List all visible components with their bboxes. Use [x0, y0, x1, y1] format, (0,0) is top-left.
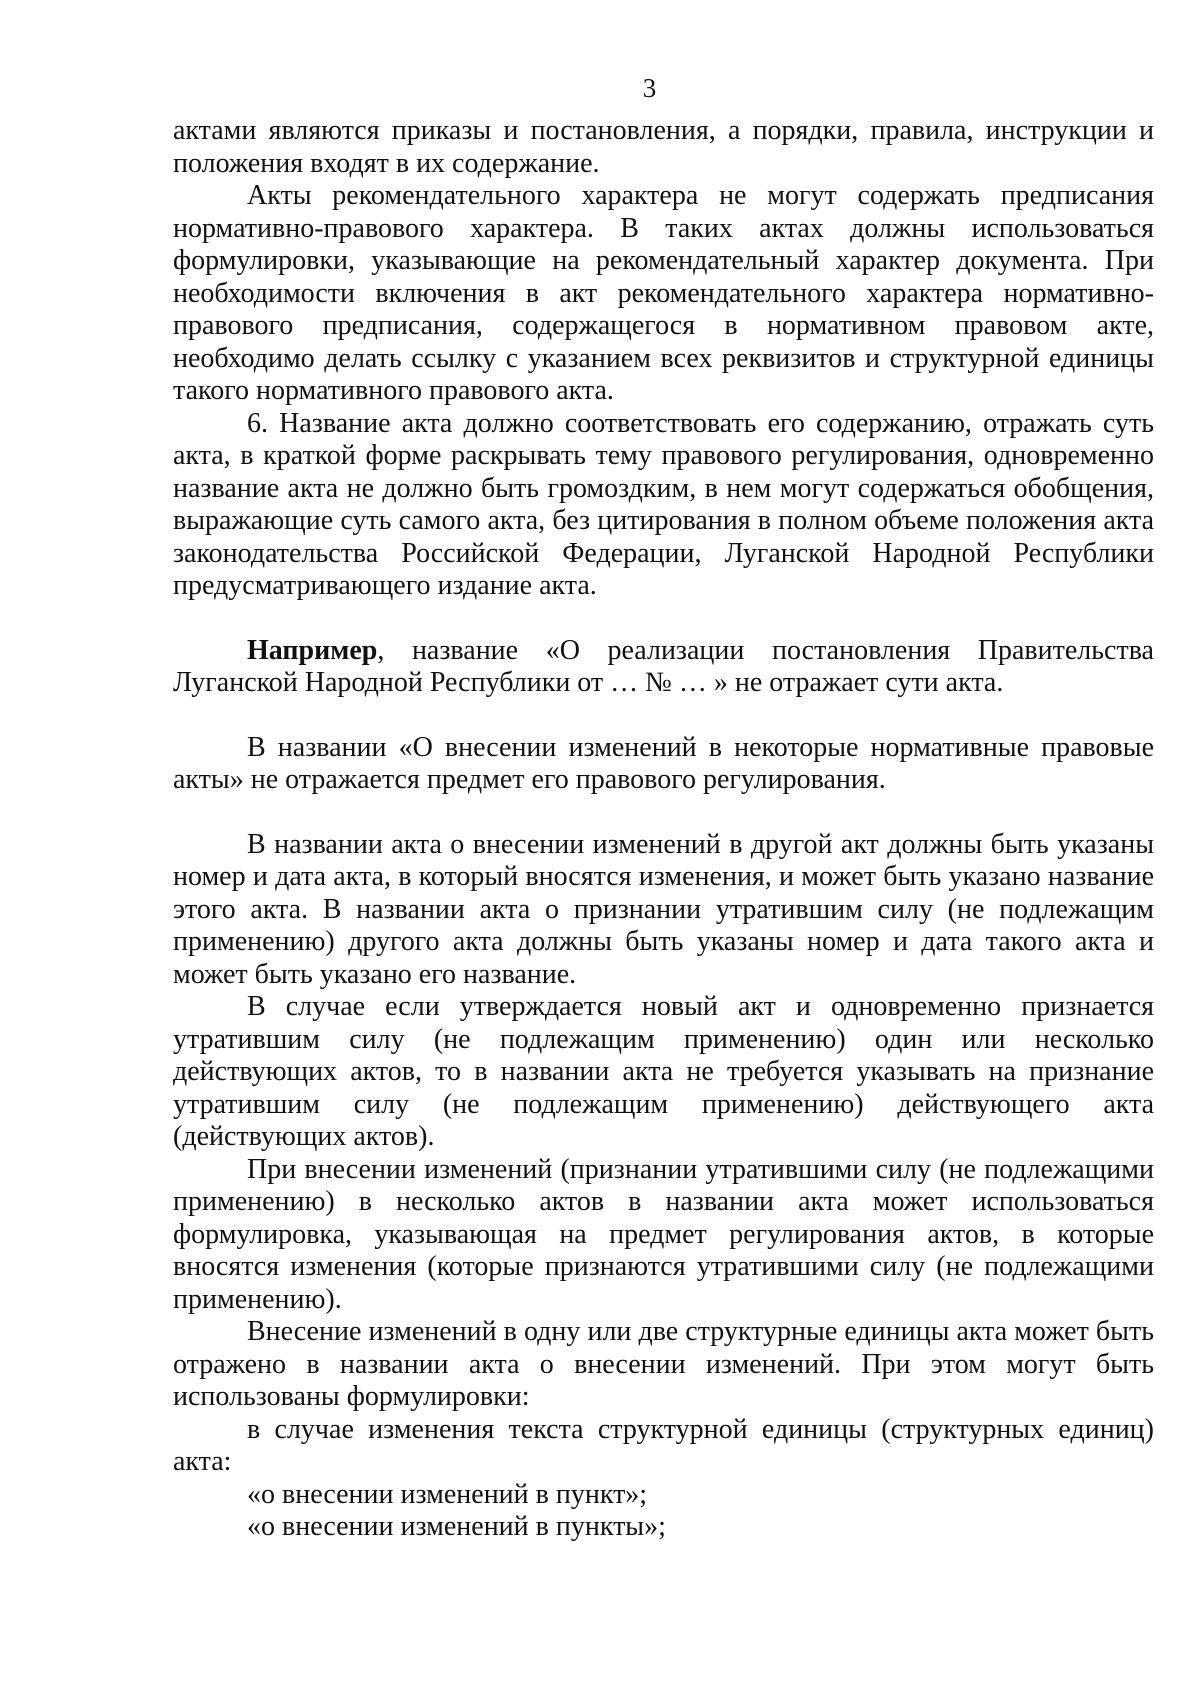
paragraph-example: [173, 635, 1154, 700]
paragraph-title-example-2: В названии «О внесении изменений в некоторые нормативные правовые акты» не отражается предмет его правового регулирования.: [173, 731, 1154, 795]
example-text: , название «О реализации постановления Правительства Луганской Народной Республики от … № … » не отражает сути акта.: [173, 634, 1154, 698]
paragraph-structural-units: Внесение изменений в одну или две структурные единицы акта может быть отражено в названии акта о внесении изменений. При этом могут быть использованы формулировки:: [173, 1316, 1154, 1412]
list-item-formulation-2: «о внесении изменений в пункты»;: [247, 1511, 666, 1542]
paragraph-recommendatory-acts: Акты рекомендательного характера не могут содержать предписания нормативно-правового характера. В таких актах должны использоваться формулировки, указывающие на рекомендательный характер документа. При необходимости включения в акт рекомендательного характера нормативно-правового предписания, содержащегося в нормативном правовом акте, необходимо делать ссылку с указанием всех реквизитов и структурной единицы такого нормативного правового акта.: [173, 180, 1154, 406]
paragraph-act-title-rule: 6. Название акта должно соответствовать его содержанию, отражать суть акта, в краткой форме раскрывать тему правового регулирования, одновременно название акта не должно быть громоздким, в нем могут содержаться обобщения, выражающие суть самого акта, без цитирования в полном объеме положения акта законодательства Российской Федерации, Луганской Народной Республики предусматривающего издание акта.: [173, 407, 1154, 601]
paragraph-new-act-case: В случае если утверждается новый акт и одновременно признается утратившим силу (не подлежащим применению) один или несколько действующих актов, то в названии акта не требуется указывать на признание утратившим силу (не подлежащим применению) действующего акта (действующих актов).: [173, 991, 1154, 1152]
paragraph-continuation: актами являются приказы и постановления, а порядки, правила, инструкции и положения входят в их содержание.: [173, 115, 1154, 179]
paragraph-multiple-acts: При внесении изменений (признании утратившими силу (не подлежащими применению) в несколько актов в названии акта может использоваться формулировка, указывающая на предмет регулирования актов, в которые вносятся изменения (которые признаются утратившими силу (не подлежащими применению).: [173, 1153, 1154, 1315]
paragraph-text-change-case: в случае изменения текста структурной единицы (структурных единиц) акта:: [173, 1413, 1154, 1477]
page-number: 3: [642, 73, 657, 103]
paragraph-amendment-title: В названии акта о внесении изменений в другой акт должны быть указаны номер и дата акта, в который вносятся изменения, и может быть указано название этого акта. В названии акта о признании утратившим силу (не подлежащим применению) другого акта должны быть указаны номер и дата такого акта и может быть указано его название.: [173, 828, 1154, 990]
list-item-formulation-1: «о внесении изменений в пункт»;: [247, 1478, 648, 1510]
example-lead: Например: [247, 634, 378, 666]
